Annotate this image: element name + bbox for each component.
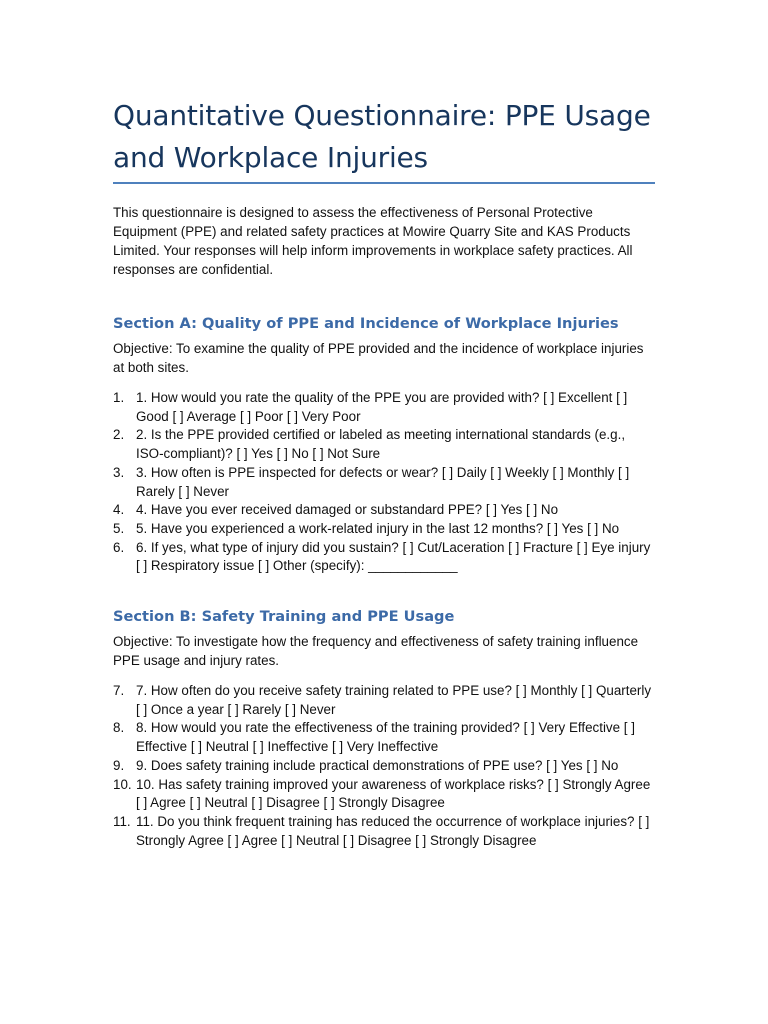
question-item (113, 501, 655, 520)
question-number: 9. (113, 757, 125, 773)
question-number: 2. (113, 427, 125, 443)
question-number: 3. (113, 464, 125, 480)
question-text: 2. Is the PPE provided certified or labeled as meeting international standards (e.g., ISO-compliant)? [ ] Yes [ ] No [ ] Not Sure (136, 427, 626, 462)
question-item (113, 389, 655, 426)
section-a-objective: Objective: To examine the quality of PPE provided and the incidence of workplace injuries at both sites. (113, 341, 644, 375)
question-item (113, 464, 655, 501)
intro-paragraph: This questionnaire is designed to assess the effectiveness of Personal Protective Equipment (PPE) and related safety practices at Mowire Quarry Site and KAS Products Limited. Your responses will help inform improvements in workplace safety practices. All responses are confidential. (113, 205, 633, 277)
question-item (113, 520, 655, 539)
question-number: 1. (113, 390, 125, 405)
question-number: 5. (113, 520, 125, 536)
question-text: 8. How would you rate the effectiveness of the training provided? [ ] Very Effective [ ] Effective [ ] Neutral [ ] Ineffective [ ] Very Ineffective (136, 720, 635, 755)
question-text: 5. Have you experienced a work-related injury in the last 12 months? [ ] Yes [ ] No (136, 520, 620, 536)
question-number: 6. (113, 539, 125, 555)
question-text: 11. Do you think frequent training has reduced the occurrence of workplace injuries? [ ] Strongly Agree [ ] Agree [ ] Neutral [ ] Disagree [ ] Strongly Disagree (136, 813, 650, 848)
question-number: 10. (113, 776, 132, 792)
question-text: 6. If yes, what type of injury did you sustain? [ ] Cut/Laceration [ ] Fracture [ ] Eye injury [ ] Respiratory issue [ ] Other (specify): ____________ (136, 539, 651, 574)
question-item (113, 682, 655, 719)
question-number: 11. (113, 813, 131, 829)
question-text: 7. How often do you receive safety training related to PPE use? [ ] Monthly [ ] Quarterly [ ] Once a year [ ] Rarely [ ] Never (136, 683, 652, 717)
question-text: 3. How often is PPE inspected for defects or wear? [ ] Daily [ ] Weekly [ ] Monthly [ ] Rarely [ ] Never (136, 464, 630, 499)
question-number: 8. (113, 720, 125, 736)
title-divider (113, 182, 655, 184)
question-item (113, 426, 655, 463)
question-item (113, 813, 655, 850)
question-text: 1. How would you rate the quality of the PPE you are provided with? [ ] Excellent [ ] Good [ ] Average [ ] Poor [ ] Very Poor (136, 390, 628, 424)
question-text: 9. Does safety training include practical demonstrations of PPE use? [ ] Yes [ ] No (136, 757, 619, 773)
section-b-question-list (113, 682, 655, 850)
question-number: 7. (113, 683, 125, 699)
section-b-heading: Section B: Safety Training and PPE Usage (113, 608, 455, 626)
question-number: 4. (113, 502, 125, 518)
question-text: 4. Have you ever received damaged or substandard PPE? [ ] Yes [ ] No (136, 502, 559, 518)
document-title: Quantitative Questionnaire: PPE Usage and Workplace Injuries (113, 99, 651, 174)
question-text: 10. Has safety training improved your awareness of workplace risks? [ ] Strongly Agree [ ] Agree [ ] Neutral [ ] Disagree [ ] Strongly Disagree (136, 776, 651, 811)
section-a-heading: Section A: Quality of PPE and Incidence of Workplace Injuries (113, 315, 619, 332)
question-item (113, 776, 655, 813)
section-a-question-list (113, 389, 655, 576)
question-item (113, 539, 655, 576)
section-b-objective: Objective: To investigate how the frequency and effectiveness of safety training influence PPE usage and injury rates. (113, 634, 639, 669)
question-item (113, 757, 655, 776)
question-item (113, 719, 655, 756)
